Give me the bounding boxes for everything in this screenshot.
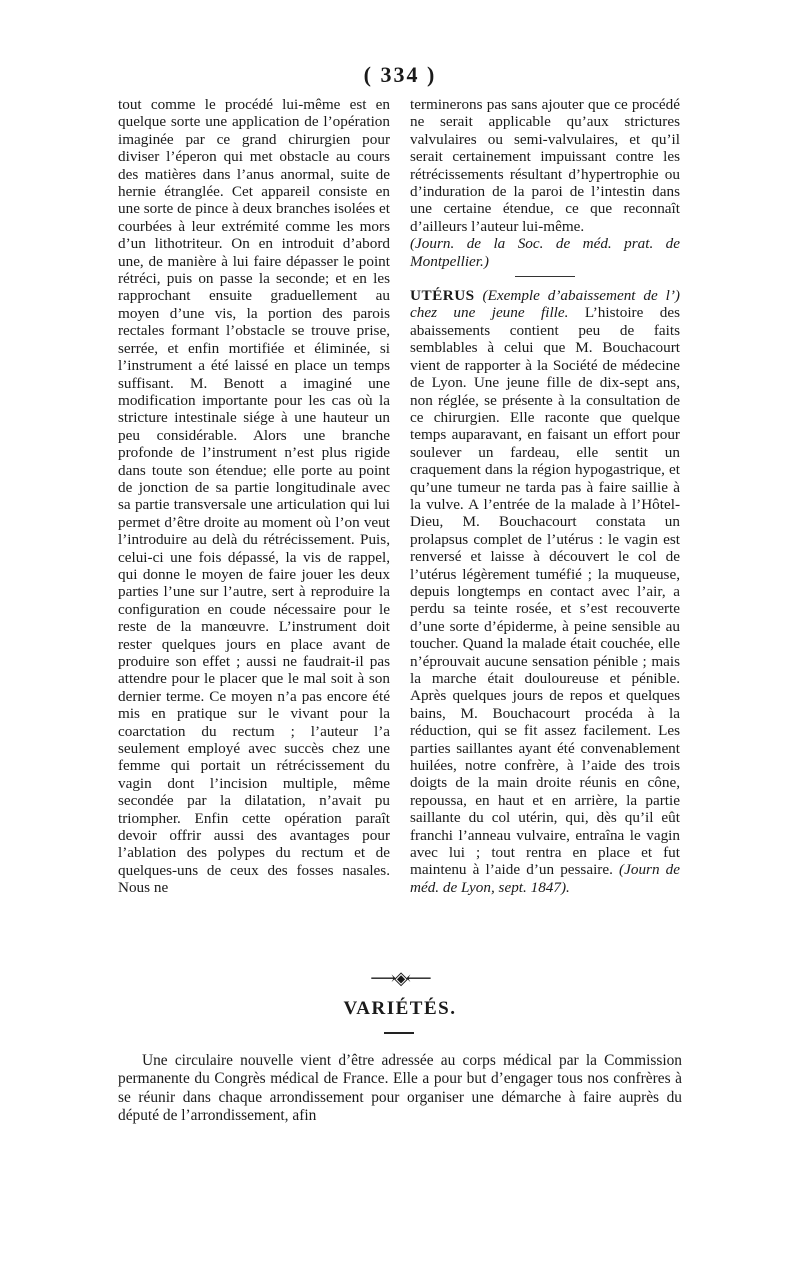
section-heading-sub: (Exemple d’abaissement de l’) chez une jeune fille. [410,287,680,322]
left-column-text: tout comme le procédé lui-même est en quelque sorte une application de l’opération imaginée par ce grand chirurgien pour diviser l’éperon qui met obstacle au cours des matières dans l’anus anormal, suite de hernie étranglée. Cet appareil consiste en une sorte de pince à deux branches isolées et courbées à leur extrémité comme les mors d’un lithotriteur. On en introduit d’abord une, de manière à lui faire dépasser le point rétréci, puis on passe la seconde; et en les rapprochant ensuite graduellement au moyen d’une vis, la portion des parois rectales formant l’obstacle se trouve prise, serrée, et enfin mortifiée et éliminée, si l’instrument a été laissé en place un temps suffisant. M. Benott a imaginé une modification importante pour les cas où la stricture intestinale siége à une hauteur un peu considérable. Alors une branche profonde de l’instrument n’est plus rigide dans toute son étendue; elle porte au point de jonction de sa partie longitudinale avec sa partie transversale une articulation qui lui permet d’être droite au moment où l’on veut l’introduire au delà du rétrécissement. Puis, celui-ci une fois dépassé, la vis de rappel, qui donne le moyen de faire jouer les deux parties l’une sur l’autre, sert à reproduire la configuration en coude nécessaire pour le reste de la manœuvre. L’instrument doit rester quelques jours en place avant de produire son effet ; aussi ne faudrait-il pas attendre pour le placer que le mal soit à son dernier terme. Ce moyen n’a pas encore été mis en pratique sur le vivant pour la coarctation du rectum ; l’auteur l’a seulement employé avec succès chez une femme qui portait un rétrécissement du vagin dont l’incision multiple, même secondée par la dilatation, n’avait pu triompher. Enfin cette opération paraît devoir offrir aussi des avantages pour l’ablation des polypes du rectum et de quelques-uns de ceux des fosses nasales. Nous ne [118,96,390,897]
ornament-divider: ⟶◈⟵ [370,968,430,988]
uterus-section [410,287,680,896]
right-column [410,96,680,896]
section-heading: UTÉRUS [410,287,475,305]
varietes-text: Une circulaire nouvelle vient d’être adressée au corps médical par la Commission permanente du Congrès médical de France. Elle a pour but d’engager tous nos confrères à se réunir dans chaque arrondissement pour organiser une démarche à faire auprès du député de l’arrondissement, afin [118,1052,682,1125]
varietes-title: VARIÉTÉS. [343,998,457,1019]
reference-montpellier: (Journ. de la Soc. de méd. prat. de Montpellier.) [410,235,680,270]
section-separator [515,276,575,277]
title-dash [384,1032,414,1034]
right-paragraph-2: L’histoire des abaissements contient peu de faits semblables à celui que M. Bouchacourt vient de rapporter à la Société de médecine de Lyon. Une jeune fille de dix-sept ans, non réglée, se présente à la consultation de ce chirurgien. Elle raconte que quelque temps auparavant, en faisant un effort pour soulever un fardeau, elle sentit un craquement dans la région hypogastrique, et qu’une tumeur ne tarda pas à faire saillie à la vulve. A l’entrée de la malade à l’Hôtel-Dieu, M. Bouchacourt constata un prolapsus complet de l’utérus : le vagin est renversé et laisse à découvert le col de l’utérus légèrement tuméfié ; la muqueuse, depuis longtemps en contact avec l’air, a perdu sa teinte rosée, et s’est recouverte d’une sorte d’épiderme, à peine sensible au toucher. Quand la malade était couchée, elle n’éprouvait aucune sensation pénible ; mais la marche était douloureuse et pénible. Après quelques jours de repos et quelques bains, M. Bouchacourt procéda à la réduction, qui se fit assez facilement. Les parties saillantes ayant été convenablement huilées, notre confrère, à l’aide des trois doigts de la main droite réunis en cône, repoussa, en haut et en arrière, la partie saillante du col utérin, qui, dès qu’il eût franchi l’anneau vulvaire, entraîna le vagin avec lui ; tout rentra en place et fut maintenu à l’aide d’un pessaire. [410,304,680,879]
varietes-body [118,1052,682,1126]
reference-lyon: (Journ de méd. de Lyon, sept. 1847). [410,861,681,896]
page-number: ( 334 ) [363,62,437,87]
left-column [118,96,390,897]
right-paragraph-1: terminerons pas sans ajouter que ce procédé ne serait applicable qu’aux strictures valvulaires ou semi-valvulaires, et qu’il serait certainement impuissant contre les rétrécissements résultant d’hypertrophie ou d’induration de la paroi de l’intestin dans une certaine étendue, ce que reconnaît d’ailleurs l’auteur lui-même. [410,96,680,235]
